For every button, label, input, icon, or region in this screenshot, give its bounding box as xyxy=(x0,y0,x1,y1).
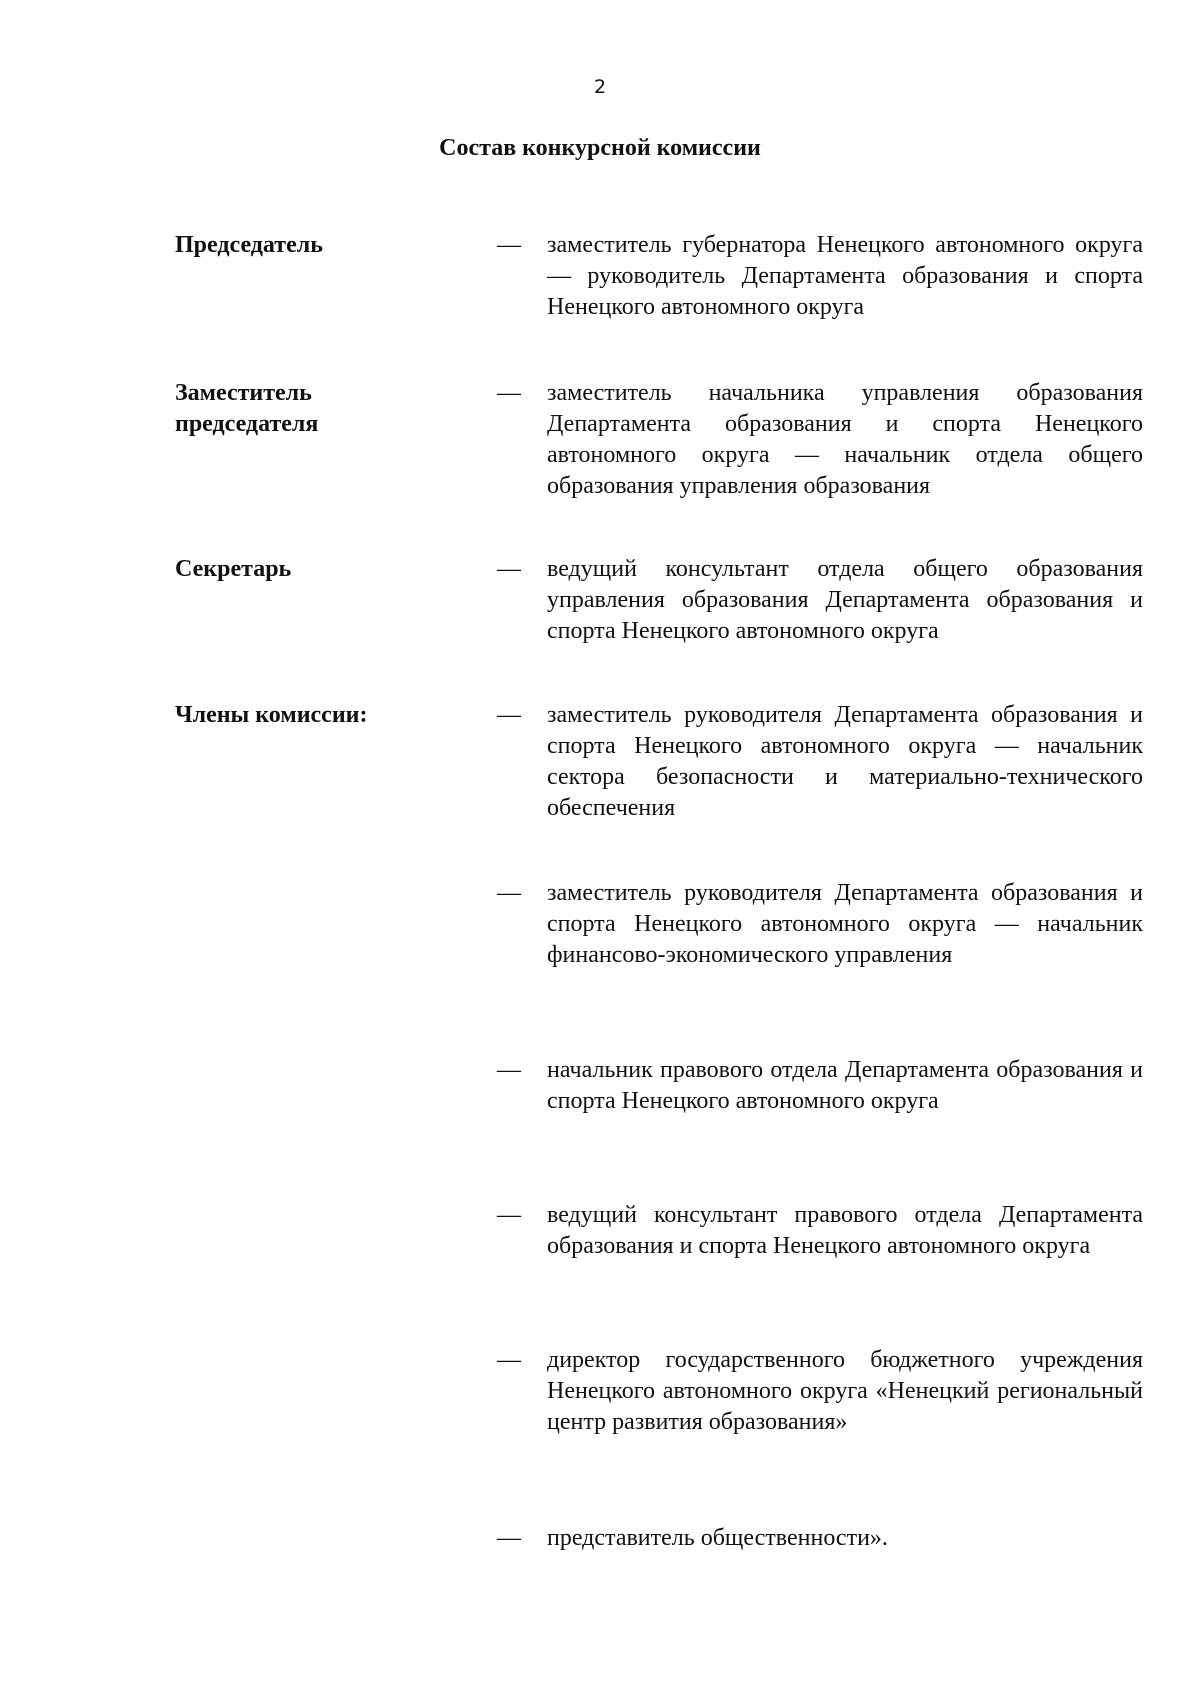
role-label: Заместитель председателя xyxy=(175,380,319,437)
member-description: представитель общественности». xyxy=(547,1525,888,1551)
dash-marker: — xyxy=(497,1525,521,1551)
dash-marker: — xyxy=(497,232,521,258)
dash-marker: — xyxy=(497,1202,521,1228)
member-description: заместитель руководителя Департамента образования и спорта Ненецкого автономного округа — начальник сектора безопасности и материально-технического обеспечения xyxy=(547,702,1143,821)
dash-marker: — xyxy=(497,702,521,728)
document-title: Состав конкурсной комиссии xyxy=(439,135,761,161)
member-description: ведущий консультант правового отдела Департамента образования и спорта Ненецкого автономного округа xyxy=(547,1202,1143,1259)
member-description: начальник правового отдела Департамента образования и спорта Ненецкого автономного округа xyxy=(547,1057,1143,1114)
page-number: 2 xyxy=(593,76,607,98)
member-description: ведущий консультант отдела общего образования управления образования Департамента образования и спорта Ненецкого автономного округа xyxy=(547,556,1143,644)
dash-marker: — xyxy=(497,1057,521,1083)
dash-marker: — xyxy=(497,880,521,906)
dash-marker: — xyxy=(497,1347,521,1373)
role-label: Председатель xyxy=(175,232,323,258)
role-label: Секретарь xyxy=(175,556,292,582)
member-description: заместитель начальника управления образования Департамента образования и спорта Ненецкого автономного округа — начальник отдела общего образования управления образования xyxy=(547,380,1143,499)
member-description: директор государственного бюджетного учреждения Ненецкого автономного округа «Ненецкий региональный центр развития образования» xyxy=(547,1347,1143,1435)
role-label: Члены комиссии: xyxy=(175,702,368,728)
dash-marker: — xyxy=(497,380,521,406)
member-description: заместитель руководителя Департамента образования и спорта Ненецкого автономного округа — начальник финансово-экономического управления xyxy=(547,880,1143,968)
dash-marker: — xyxy=(497,556,521,582)
member-description: заместитель губернатора Ненецкого автономного округа — руководитель Департамента образования и спорта Ненецкого автономного округа xyxy=(547,232,1143,320)
